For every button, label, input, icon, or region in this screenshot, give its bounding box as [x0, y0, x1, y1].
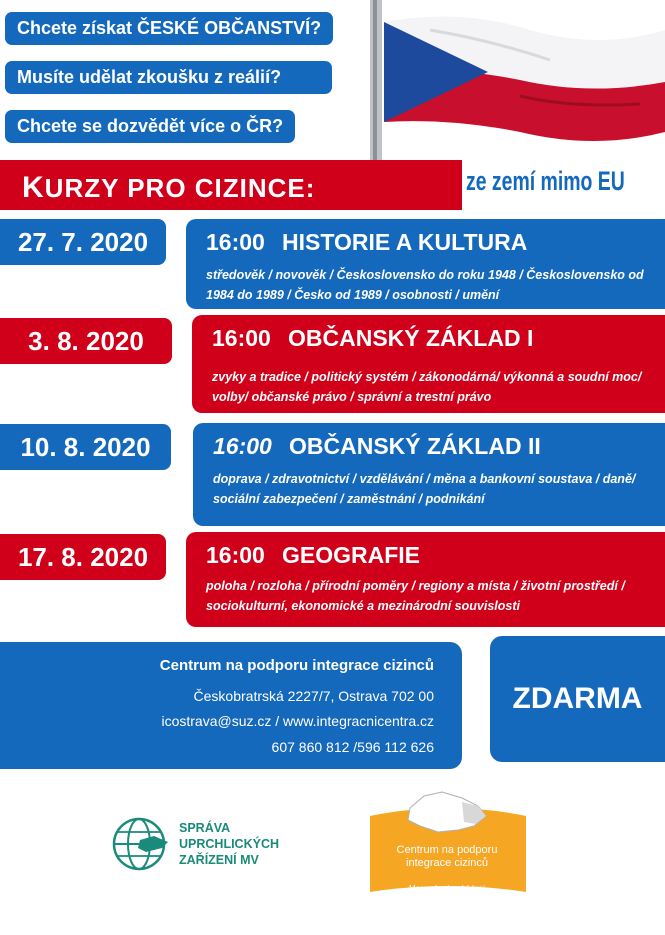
course-card — [186, 532, 665, 627]
eu-note: ze zemí mimo EU — [466, 166, 625, 196]
czech-flag-image — [370, 0, 665, 160]
course-name: GEOGRAFIE — [282, 542, 421, 568]
course-date: 10. 8. 2020 — [0, 424, 171, 470]
integration-center-logo — [366, 786, 530, 898]
course-time: 16:00 — [206, 542, 265, 568]
course-topics: středověk / novověk / Československo do roku 1948 / Československo od 1984 do 1989 / Česko od 1989 / osobnosti / umění — [206, 268, 644, 302]
course-card — [186, 219, 665, 309]
contact-web: icostrava@suz.cz / www.integracnicentra.cz — [161, 713, 434, 729]
course-time: 16:00 — [206, 229, 265, 255]
course-topics: zvyky a tradice / politický systém / zákonodárná/ výkonná a soudní moc/ volby/ občanské právo / správní a trestní právo — [212, 370, 642, 404]
course-name: HISTORIE A KULTURA — [282, 229, 528, 255]
center-logo-region: Moravskoslezský kraj — [408, 884, 485, 893]
course-date: 27. 7. 2020 — [0, 219, 166, 265]
courses-title: KURZY PRO CIZINCE: — [22, 171, 316, 204]
free-badge: ZDARMA — [490, 636, 665, 762]
course-date: 3. 8. 2020 — [0, 318, 172, 364]
course-name: OBČANSKÝ ZÁKLAD II — [289, 433, 541, 459]
course-card — [193, 423, 665, 526]
question-citizenship: Chcete získat ČESKÉ OBČANSTVÍ? — [5, 12, 333, 45]
contact-org: Centrum na podporu integrace cizinců — [159, 657, 434, 674]
center-logo-text: Centrum na podporu integrace cizinců — [396, 844, 498, 869]
question-exam: Musíte udělat zkoušku z reálií? — [5, 61, 332, 94]
course-name: OBČANSKÝ ZÁKLAD I — [288, 325, 534, 351]
course-date: 17. 8. 2020 — [0, 534, 166, 580]
globe-logo-icon — [110, 816, 172, 872]
contact-phone: 607 860 812 /596 112 626 — [271, 739, 434, 755]
question-more-info: Chcete se dozvědět více o ČR? — [5, 110, 295, 143]
course-card — [192, 315, 665, 413]
contact-address: Českobratrská 2227/7, Ostrava 702 00 — [193, 688, 434, 704]
course-topics: doprava / zdravotnictví / vzdělávání / měna a bankovní soustava / daně/ sociální zabezpečení / zaměstnání / podnikání — [213, 472, 636, 506]
suz-logo-text: SPRÁVA UPRCHLICKÝCH ZAŘÍZENÍ MV — [179, 821, 279, 867]
course-time: 16:00 — [212, 325, 271, 351]
contact-box — [0, 642, 462, 769]
course-topics: poloha / rozloha / přírodní poměry / regiony a místa / životní prostředí / sociokulturní, ekonomické a mezinárodní souvislosti — [206, 579, 625, 613]
course-time: 16:00 — [213, 433, 272, 459]
